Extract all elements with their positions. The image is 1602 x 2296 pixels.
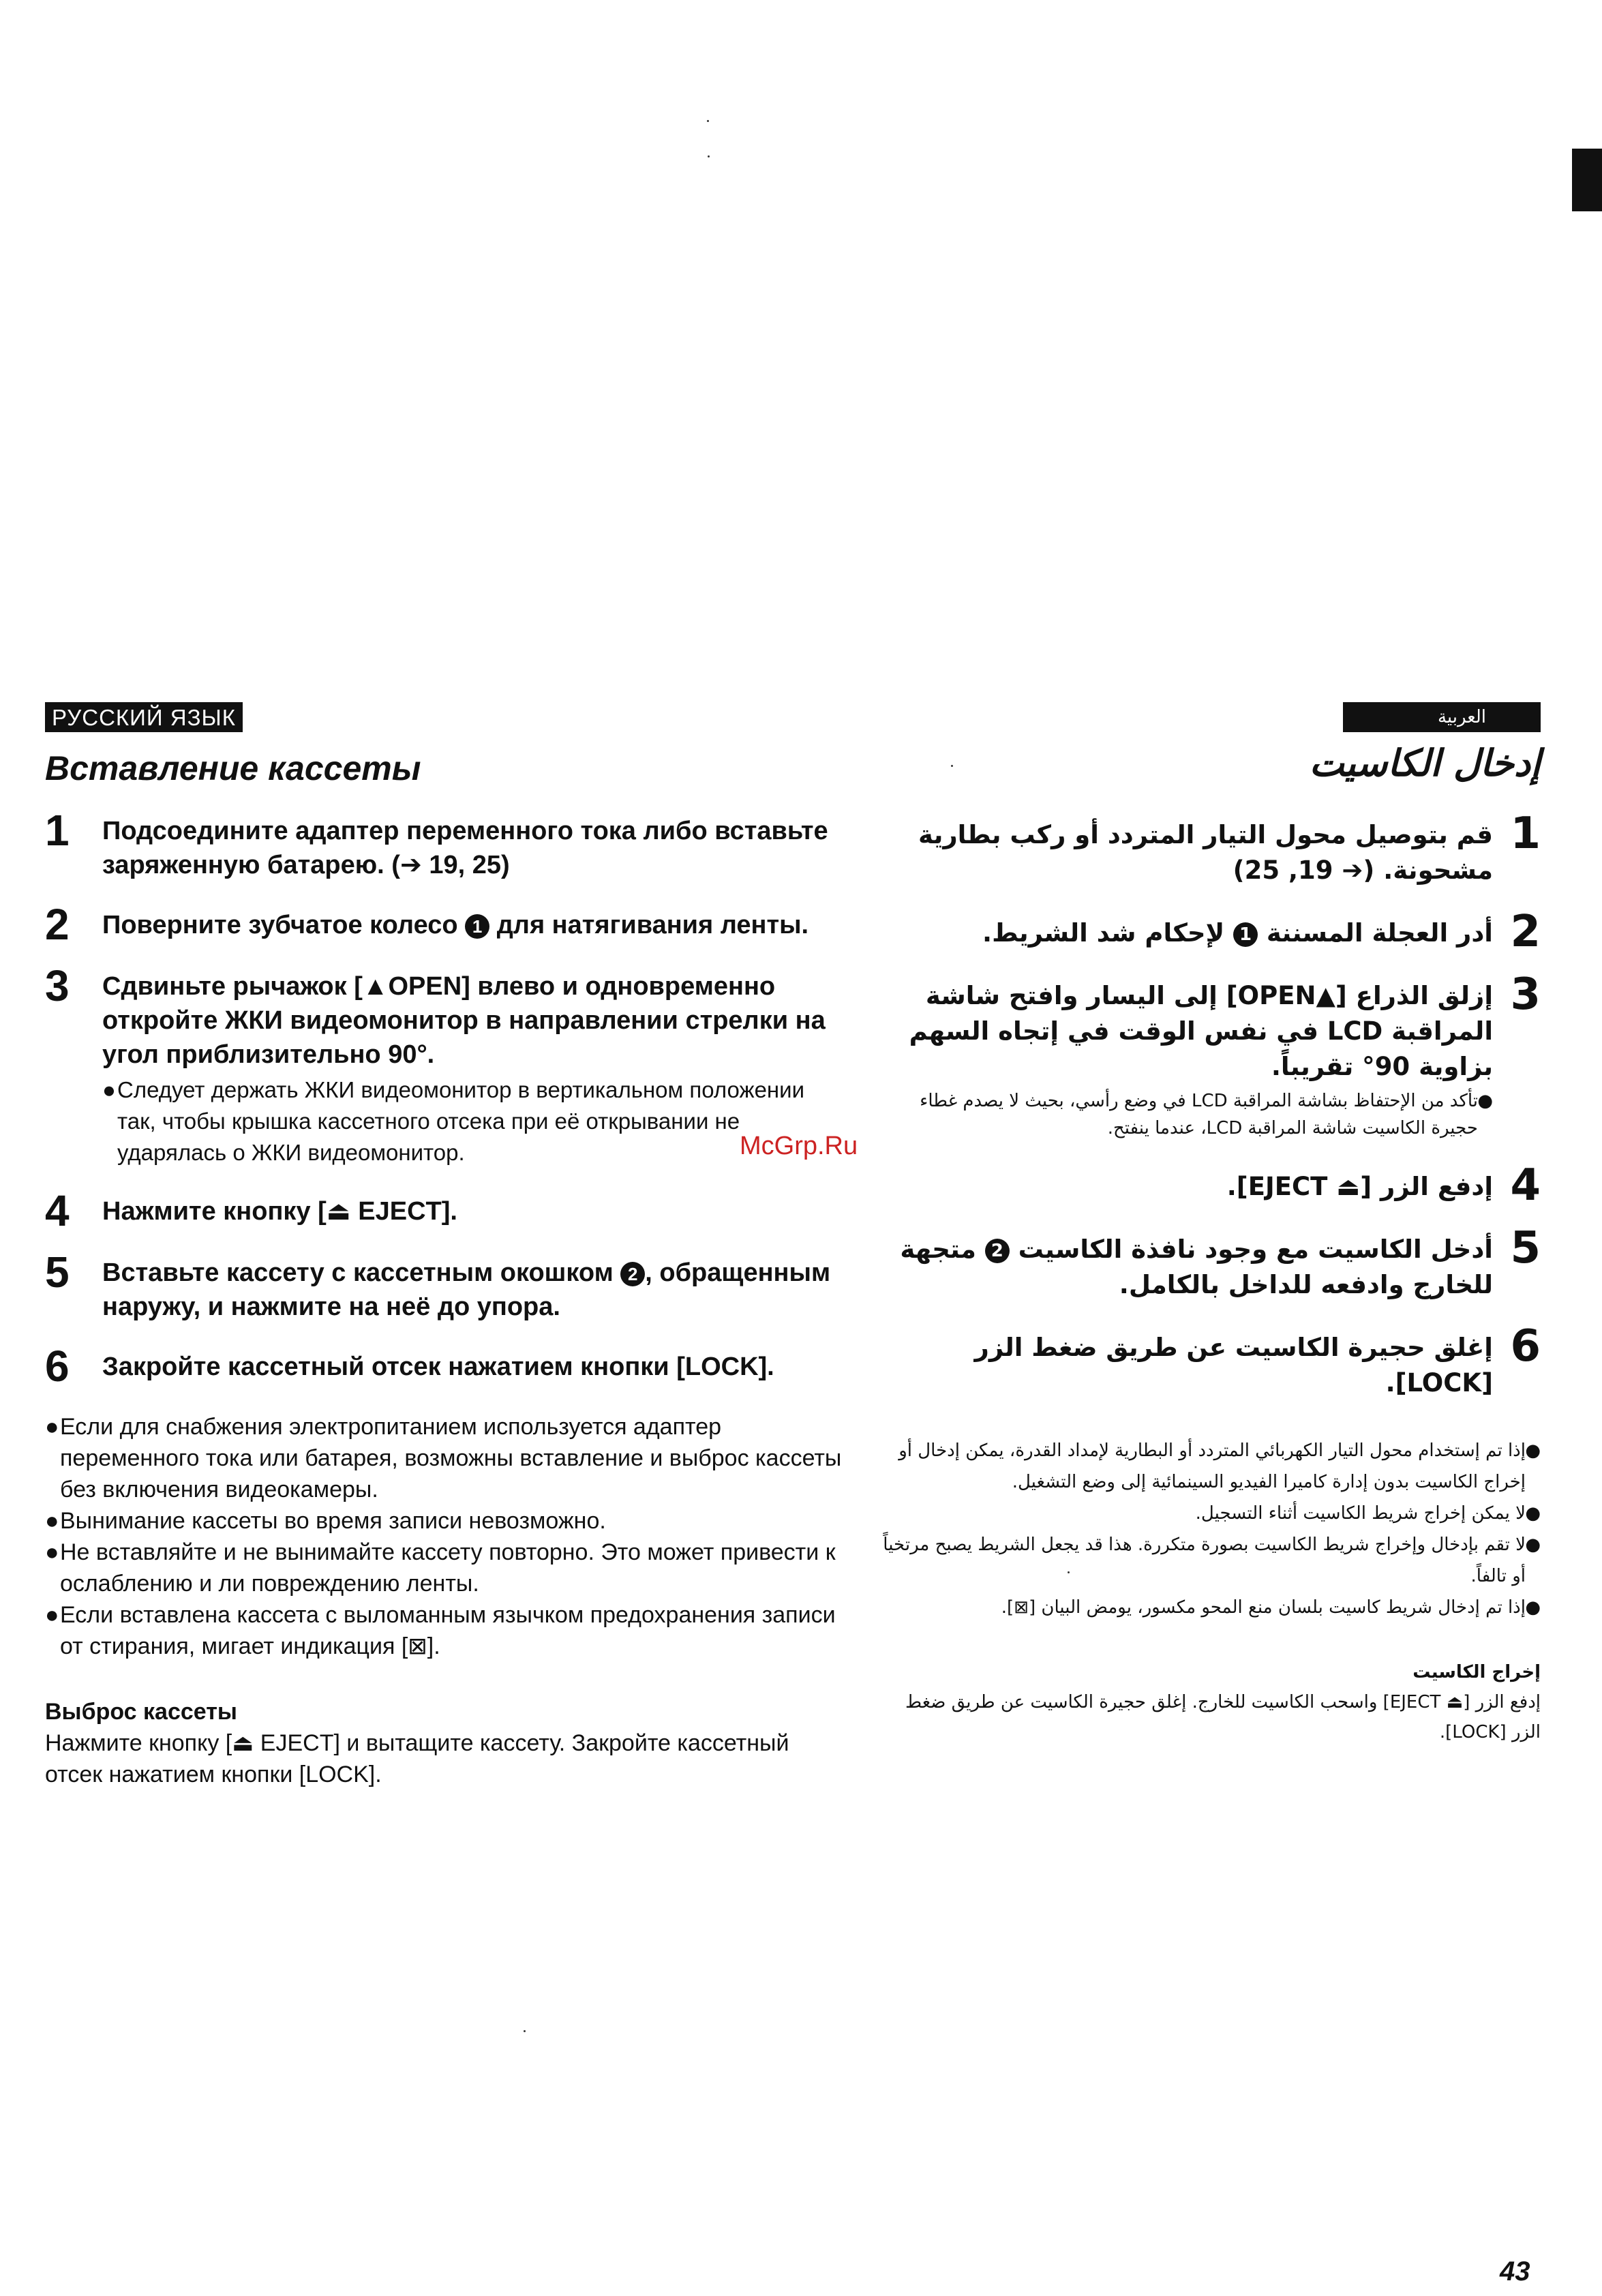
step-text: إزلق الذراع [▲OPEN] إلى اليسار وافتح شاشة المراقبة LCD في نفس الوقت في إتجاه السهم بزاوية 90° تقريباً. bbox=[909, 981, 1493, 1081]
note-item: ● Не вставляйте и не вынимайте кассету повторно. Это может привести к ослаблению и ли повреждению ленты. bbox=[45, 1537, 843, 1599]
eject-heading-ru: Выброс кассеты bbox=[45, 1699, 237, 1725]
eject-text-ru: Нажмите кнопку [⏏ EJECT] и вытащите кассету. Закройте кассетный отсек нажатием кнопки [LOCK]. bbox=[45, 1730, 789, 1787]
callout-1-icon: 1 bbox=[465, 914, 489, 939]
bullet-icon: ● bbox=[1525, 1597, 1541, 1618]
speck bbox=[707, 120, 709, 122]
step-text: إغلق حجيرة الكاسيت عن طريق ضغط الزر [LOCK]. bbox=[974, 1333, 1493, 1398]
step-text: Вставьте кассету с кассетным окошком 2 , обращенным наружу, и нажмите на неё до упора. bbox=[102, 1258, 831, 1321]
page-number: 43 bbox=[1500, 2256, 1530, 2286]
language-label-ru: РУССКИЙ ЯЗЫК bbox=[45, 702, 243, 732]
arabic-column bbox=[879, 702, 1541, 1747]
bullet-icon: ● bbox=[1477, 1091, 1493, 1111]
bullet-icon: ● bbox=[102, 1077, 116, 1102]
step-text: أدخل الكاسيت مع وجود نافذة الكاسيت 2 متجهة للخارج وادفعه للداخل بالكامل. bbox=[900, 1235, 1493, 1299]
eject-heading-ar: إخراج الكاسيت bbox=[1412, 1662, 1541, 1682]
callout-1-icon: 1 bbox=[1233, 922, 1258, 947]
bullet-icon: ● bbox=[45, 1508, 59, 1534]
step-5-ar: 5 أدخل الكاسيت مع وجود نافذة الكاسيت 2 متجهة للخارج وادفعه للداخل بالكامل. bbox=[879, 1232, 1541, 1303]
note-item: ● لا تقم بإدخال وإخراج شريط الكاسيت بصورة متكررة. هذا قد يجعل الشريط يصبح مرتخياً أو تالفاً. bbox=[879, 1529, 1541, 1592]
step-text: أدر العجلة المسننة 1 لإحكام شد الشريط. bbox=[982, 918, 1493, 948]
step-text: Подсоедините адаптер переменного тока либо вставьте заряженную батарею. (➔ 19, 25) bbox=[102, 817, 828, 879]
bullet-icon: ● bbox=[45, 1602, 59, 1628]
note-item: ● Если вставлена кассета с выломанным язычком предохранения записи от стирания, мигает индикация [⊠]. bbox=[45, 1599, 843, 1662]
bullet-icon: ● bbox=[1525, 1535, 1541, 1555]
note-item: ● إذا تم إدخال شريط كاسيت بلسان منع المحو مكسور، يومض البيان [⊠]. bbox=[879, 1592, 1541, 1623]
step-4-ar: 4 إدفع الزر [⏏ EJECT]. bbox=[879, 1169, 1541, 1205]
bullet-icon: ● bbox=[1525, 1503, 1541, 1524]
step-4-ru: 4 Нажмите кнопку [⏏ EJECT]. bbox=[45, 1194, 843, 1230]
callout-2-icon: 2 bbox=[620, 1262, 645, 1286]
section-title-ar: إدخال الكاسيت bbox=[1309, 742, 1541, 785]
step-6-ar: 6 إغلق حجيرة الكاسيت عن طريق ضغط الزر [LOCK]. bbox=[879, 1330, 1541, 1401]
step-3-ru: 3 Сдвиньте рычажок [▲OPEN] влево и одновременно откройте ЖКИ видеомонитор в направлении стрелки на угол приблизительно 90°. ● Следует держать ЖКИ видеомонитор в вертикальном положении так, чтобы крышка кассетного отсека при её открывании не ударялась о ЖКИ видеомонитор. bbox=[45, 969, 843, 1168]
step-text: Поверните зубчатое колесо 1 для натягивания ленты. bbox=[102, 911, 809, 939]
notes-ar bbox=[879, 1435, 1541, 1623]
step-1-ru: 1 Подсоедините адаптер переменного тока либо вставьте заряженную батарею. (➔ 19, 25) bbox=[45, 814, 843, 882]
note-item: ● Если для снабжения электропитанием используется адаптер переменного тока или батарея, возможны вставление и выброс кассеты без включения видеокамеры. bbox=[45, 1411, 843, 1505]
bullet-icon: ● bbox=[45, 1414, 59, 1440]
step-note: ● تأكد من الإحتفاظ بشاشة المراقبة LCD في وضع رأسي، بحيث لا يصدم غطاء حجيرة الكاسيت شاشة المراقبة LCD، عندما ينفتح. bbox=[879, 1087, 1493, 1142]
note-item: ● لا يمكن إخراج شريط الكاسيت أثناء التسجيل. bbox=[879, 1498, 1541, 1529]
note-item: ● Вынимание кассеты во время записи невозможно. bbox=[45, 1505, 843, 1537]
step-text: قم بتوصيل محول التيار المتردد أو ركب بطارية مشحونة. (➔ 19, 25) bbox=[918, 820, 1493, 885]
step-5-ru: 5 Вставьте кассету с кассетным окошком 2 , обращенным наружу, и нажмите на неё до упора. bbox=[45, 1256, 843, 1324]
speck bbox=[708, 155, 710, 157]
watermark: McGrp.Ru bbox=[740, 1132, 858, 1160]
step-text: Закройте кассетный отсек нажатием кнопки [LOCK]. bbox=[102, 1353, 774, 1381]
note-item: ● إذا تم إستخدام محول التيار الكهربائي المتردد أو البطارية لإمداد القدرة، يمكن إدخال أو إخراج الكاسيت بدون إدارة كاميرا الفيديو السينمائية إلى وضع التشغيل. bbox=[879, 1435, 1541, 1498]
step-text: Сдвиньте рычажок [▲OPEN] влево и одновременно откройте ЖКИ видеомонитор в направлении стрелки на угол приблизительно 90°. bbox=[102, 972, 826, 1069]
step-text: إدفع الزر [⏏ EJECT]. bbox=[1226, 1172, 1493, 1201]
step-text: Нажмите кнопку [⏏ EJECT]. bbox=[102, 1197, 457, 1226]
step-1-ar: 1 قم بتوصيل محول التيار المتردد أو ركب بطارية مشحونة. (➔ 19, 25) bbox=[879, 817, 1541, 888]
step-3-ar: 3 إزلق الذراع [▲OPEN] إلى اليسار وافتح شاشة المراقبة LCD في نفس الوقت في إتجاه السهم بزاوية 90° تقريباً. ● تأكد من الإحتفاظ بشاشة المراقبة LCD في وضع رأسي، بحيث لا يصدم غطاء حجيرة الكاسيت شاشة المراقبة LCD، عندما ينفتح. bbox=[879, 978, 1541, 1142]
step-6-ru: 6 Закройте кассетный отсек нажатием кнопки [LOCK]. bbox=[45, 1350, 843, 1385]
bullet-icon: ● bbox=[45, 1539, 59, 1565]
language-label-ar: العربية bbox=[1343, 702, 1541, 732]
step-note: ● Следует держать ЖКИ видеомонитор в вертикальном положении так, чтобы крышка кассетного отсека при её открывании не ударялась о ЖКИ видеомонитор. bbox=[102, 1074, 843, 1168]
russian-column bbox=[45, 702, 843, 1790]
step-2-ar: 2 أدر العجلة المسننة 1 لإحكام شد الشريط. bbox=[879, 916, 1541, 951]
section-title-ru: Вставление кассеты bbox=[45, 749, 421, 787]
page-edge-tab bbox=[1572, 149, 1602, 211]
notes-ru bbox=[45, 1411, 843, 1662]
step-2-ru: 2 Поверните зубчатое колесо 1 для натягивания ленты. bbox=[45, 908, 843, 943]
callout-2-icon: 2 bbox=[985, 1239, 1010, 1263]
speck bbox=[524, 2030, 526, 2032]
eject-text-ar: إدفع الزر [⏏ EJECT] واسحب الكاسيت للخارج. إغلق حجيرة الكاسيت عن طريق ضغط الزر [LOCK]. bbox=[905, 1692, 1541, 1742]
bullet-icon: ● bbox=[1525, 1440, 1541, 1461]
